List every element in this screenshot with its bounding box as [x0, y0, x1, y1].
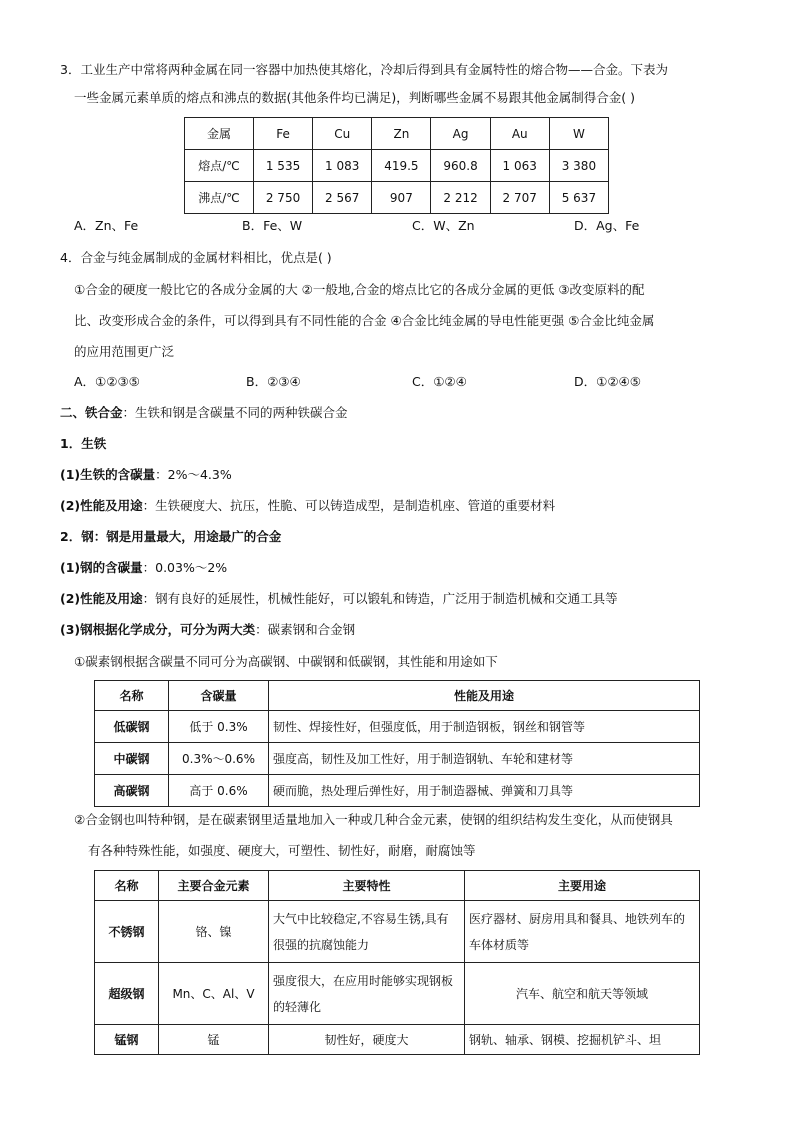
table-header-cell: 主要特性 [269, 871, 465, 901]
table-header-cell: 名称 [95, 681, 169, 711]
q4-option-d[interactable]: D．①②④⑤ [574, 374, 641, 389]
q3-stem-line2: 一些金属元素单质的熔点和沸点的数据(其他条件均已满足)，判断哪些金属不易跟其他金属制得合金( ) [74, 90, 635, 105]
q4-option-a[interactable]: A．①②③⑤ [74, 374, 140, 389]
table-row [185, 182, 609, 214]
table-cell: 强度很大，在应用时能够实现钢板的轻薄化 [269, 963, 465, 1025]
table-cell: 0.3%～0.6% [169, 743, 269, 775]
table-cell: 低于 0.3% [169, 711, 269, 743]
table-header-cell: 主要用途 [465, 871, 700, 901]
table-cell: 医疗器材、厨房用具和餐具、地铁列车的车体材质等 [465, 901, 700, 963]
pig-iron-carbon [60, 465, 232, 485]
table-cell: Mn、C、Al、V [159, 963, 269, 1025]
pig-iron-properties-value: ：生铁硬度大、抗压，性脆、可以铸造成型，是制造机座、管道的重要材料 [142, 498, 556, 513]
table-cell: 960.8 [431, 150, 490, 182]
table-row [95, 743, 700, 775]
q3-option-b[interactable]: B．Fe、W [242, 218, 303, 233]
steel-properties [60, 589, 618, 609]
section-heading-bold: 二、铁合金 [60, 405, 123, 420]
table-cell: 熔点/℃ [185, 150, 254, 182]
q4-statement-line2: 比、改变形成合金的条件，可以得到具有不同性能的合金 ④合金比纯金属的导电性能更强 ⑤合金比纯金属 [74, 313, 655, 328]
table-cell: 硬而脆，热处理后弹性好，用于制造器械、弹簧和刀具等 [269, 775, 700, 807]
table-cell: 低碳钢 [95, 711, 169, 743]
q4-option-c[interactable]: C．①②④ [412, 374, 467, 389]
pig-iron-title: 1．生铁 [60, 436, 107, 451]
q3-option-c[interactable]: C．W、Zn [412, 218, 475, 233]
steel-properties-value: ：钢有良好的延展性，机械性能好，可以锻轧和铸造，广泛用于制造机械和交通工具等 [142, 591, 618, 606]
table-cell: 2 212 [431, 182, 490, 214]
alloy-steel-intro-line2: 有各种特殊性能，如强度、硬度大，可塑性、韧性好，耐磨，耐腐蚀等 [88, 843, 476, 858]
table-header-cell: 主要合金元素 [159, 871, 269, 901]
steel-properties-label: (2)性能及用途 [60, 591, 143, 606]
table-cell: 2 567 [313, 182, 372, 214]
table-cell: 超级钢 [95, 963, 159, 1025]
steel-classification [60, 620, 355, 640]
q4-statement-line1: ①合金的硬度一般比它的各成分金属的大 ②一般地,合金的熔点比它的各成分金属的更低 ③改变原料的配 [74, 282, 645, 297]
table-header-cell: Fe [253, 118, 312, 150]
table-header-cell: Ag [431, 118, 490, 150]
carbon-steel-table [94, 680, 700, 807]
pig-iron-properties-label: (2)性能及用途 [60, 498, 143, 513]
table-cell: 2 707 [490, 182, 549, 214]
alloy-steel-intro-line1: ②合金钢也叫特种钢，是在碳素钢里适量地加入一种或几种合金元素，使钢的组织结构发生变化，从而使钢具 [74, 812, 673, 827]
table-cell: 2 750 [253, 182, 312, 214]
pig-iron-properties [60, 496, 555, 516]
table-header-cell: W [549, 118, 608, 150]
steel-title: 2．钢：钢是用量最大，用途最广的合金 [60, 529, 282, 544]
steel-classification-label: (3)钢根据化学成分，可分为两大类 [60, 622, 256, 637]
table-cell: 1 063 [490, 150, 549, 182]
table-cell: 锰钢 [95, 1025, 159, 1055]
q4-statement-line3: 的应用范围更广泛 [74, 344, 175, 359]
steel-carbon-label: (1)钢的含碳量 [60, 560, 143, 575]
table-cell: 419.5 [372, 150, 431, 182]
q4-options [74, 372, 754, 392]
table-cell: 907 [372, 182, 431, 214]
table-header-cell: Zn [372, 118, 431, 150]
table-header-cell: 金属 [185, 118, 254, 150]
q4-stem: 4．合金与纯金属制成的金属材料相比，优点是( ) [60, 250, 332, 265]
table-cell: 中碳钢 [95, 743, 169, 775]
section-heading-rest: ：生铁和钢是含碳量不同的两种铁碳合金 [122, 405, 348, 420]
table-row [95, 711, 700, 743]
table-cell: 3 380 [549, 150, 608, 182]
q4-option-b[interactable]: B．②③④ [246, 374, 301, 389]
table-header-cell: Au [490, 118, 549, 150]
table-row [185, 150, 609, 182]
q3-option-d[interactable]: D．Ag、Fe [574, 218, 640, 233]
table-row [95, 901, 700, 963]
table-cell: 钢轨、轴承、钢模、挖掘机铲斗、坦 [465, 1025, 700, 1055]
steel-carbon-value: ：0.03%～2% [142, 560, 228, 575]
table-cell: 高于 0.6% [169, 775, 269, 807]
table-cell: 韧性、焊接性好，但强度低，用于制造钢板，钢丝和钢管等 [269, 711, 700, 743]
table-cell: 1 083 [313, 150, 372, 182]
table-header-cell: 含碳量 [169, 681, 269, 711]
table-cell: 5 637 [549, 182, 608, 214]
steel-classification-value: ：碳素钢和合金钢 [255, 622, 356, 637]
table-row [95, 963, 700, 1025]
table-header-cell: 性能及用途 [269, 681, 700, 711]
table-cell: 1 535 [253, 150, 312, 182]
table-header-cell: Cu [313, 118, 372, 150]
steel-carbon [60, 558, 227, 578]
table-cell: 铬、镍 [159, 901, 269, 963]
table-cell: 汽车、航空和航天等领域 [465, 963, 700, 1025]
table-row [95, 1025, 700, 1055]
table-row [95, 775, 700, 807]
table-cell: 大气中比较稳定,不容易生锈,具有很强的抗腐蚀能力 [269, 901, 465, 963]
section-heading [60, 403, 348, 423]
table-header-cell: 名称 [95, 871, 159, 901]
table-cell: 锰 [159, 1025, 269, 1055]
table-cell: 高碳钢 [95, 775, 169, 807]
q3-options [74, 216, 754, 236]
table-cell: 沸点/℃ [185, 182, 254, 214]
pig-iron-carbon-label: (1)生铁的含碳量 [60, 467, 156, 482]
melting-boiling-table [184, 117, 609, 214]
pig-iron-carbon-value: ：2%～4.3% [155, 467, 232, 482]
alloy-steel-table [94, 870, 700, 1055]
q3-option-a[interactable]: A．Zn、Fe [74, 218, 139, 233]
table-cell: 不锈钢 [95, 901, 159, 963]
table-cell: 韧性好，硬度大 [269, 1025, 465, 1055]
table-cell: 强度高，韧性及加工性好，用于制造钢轨、车轮和建材等 [269, 743, 700, 775]
q3-stem-line1: 3．工业生产中常将两种金属在同一容器中加热使其熔化，冷却后得到具有金属特性的熔合物——合金。下表为 [60, 62, 668, 77]
carbon-steel-intro: ①碳素钢根据含碳量不同可分为高碳钢、中碳钢和低碳钢，其性能和用途如下 [74, 654, 498, 669]
